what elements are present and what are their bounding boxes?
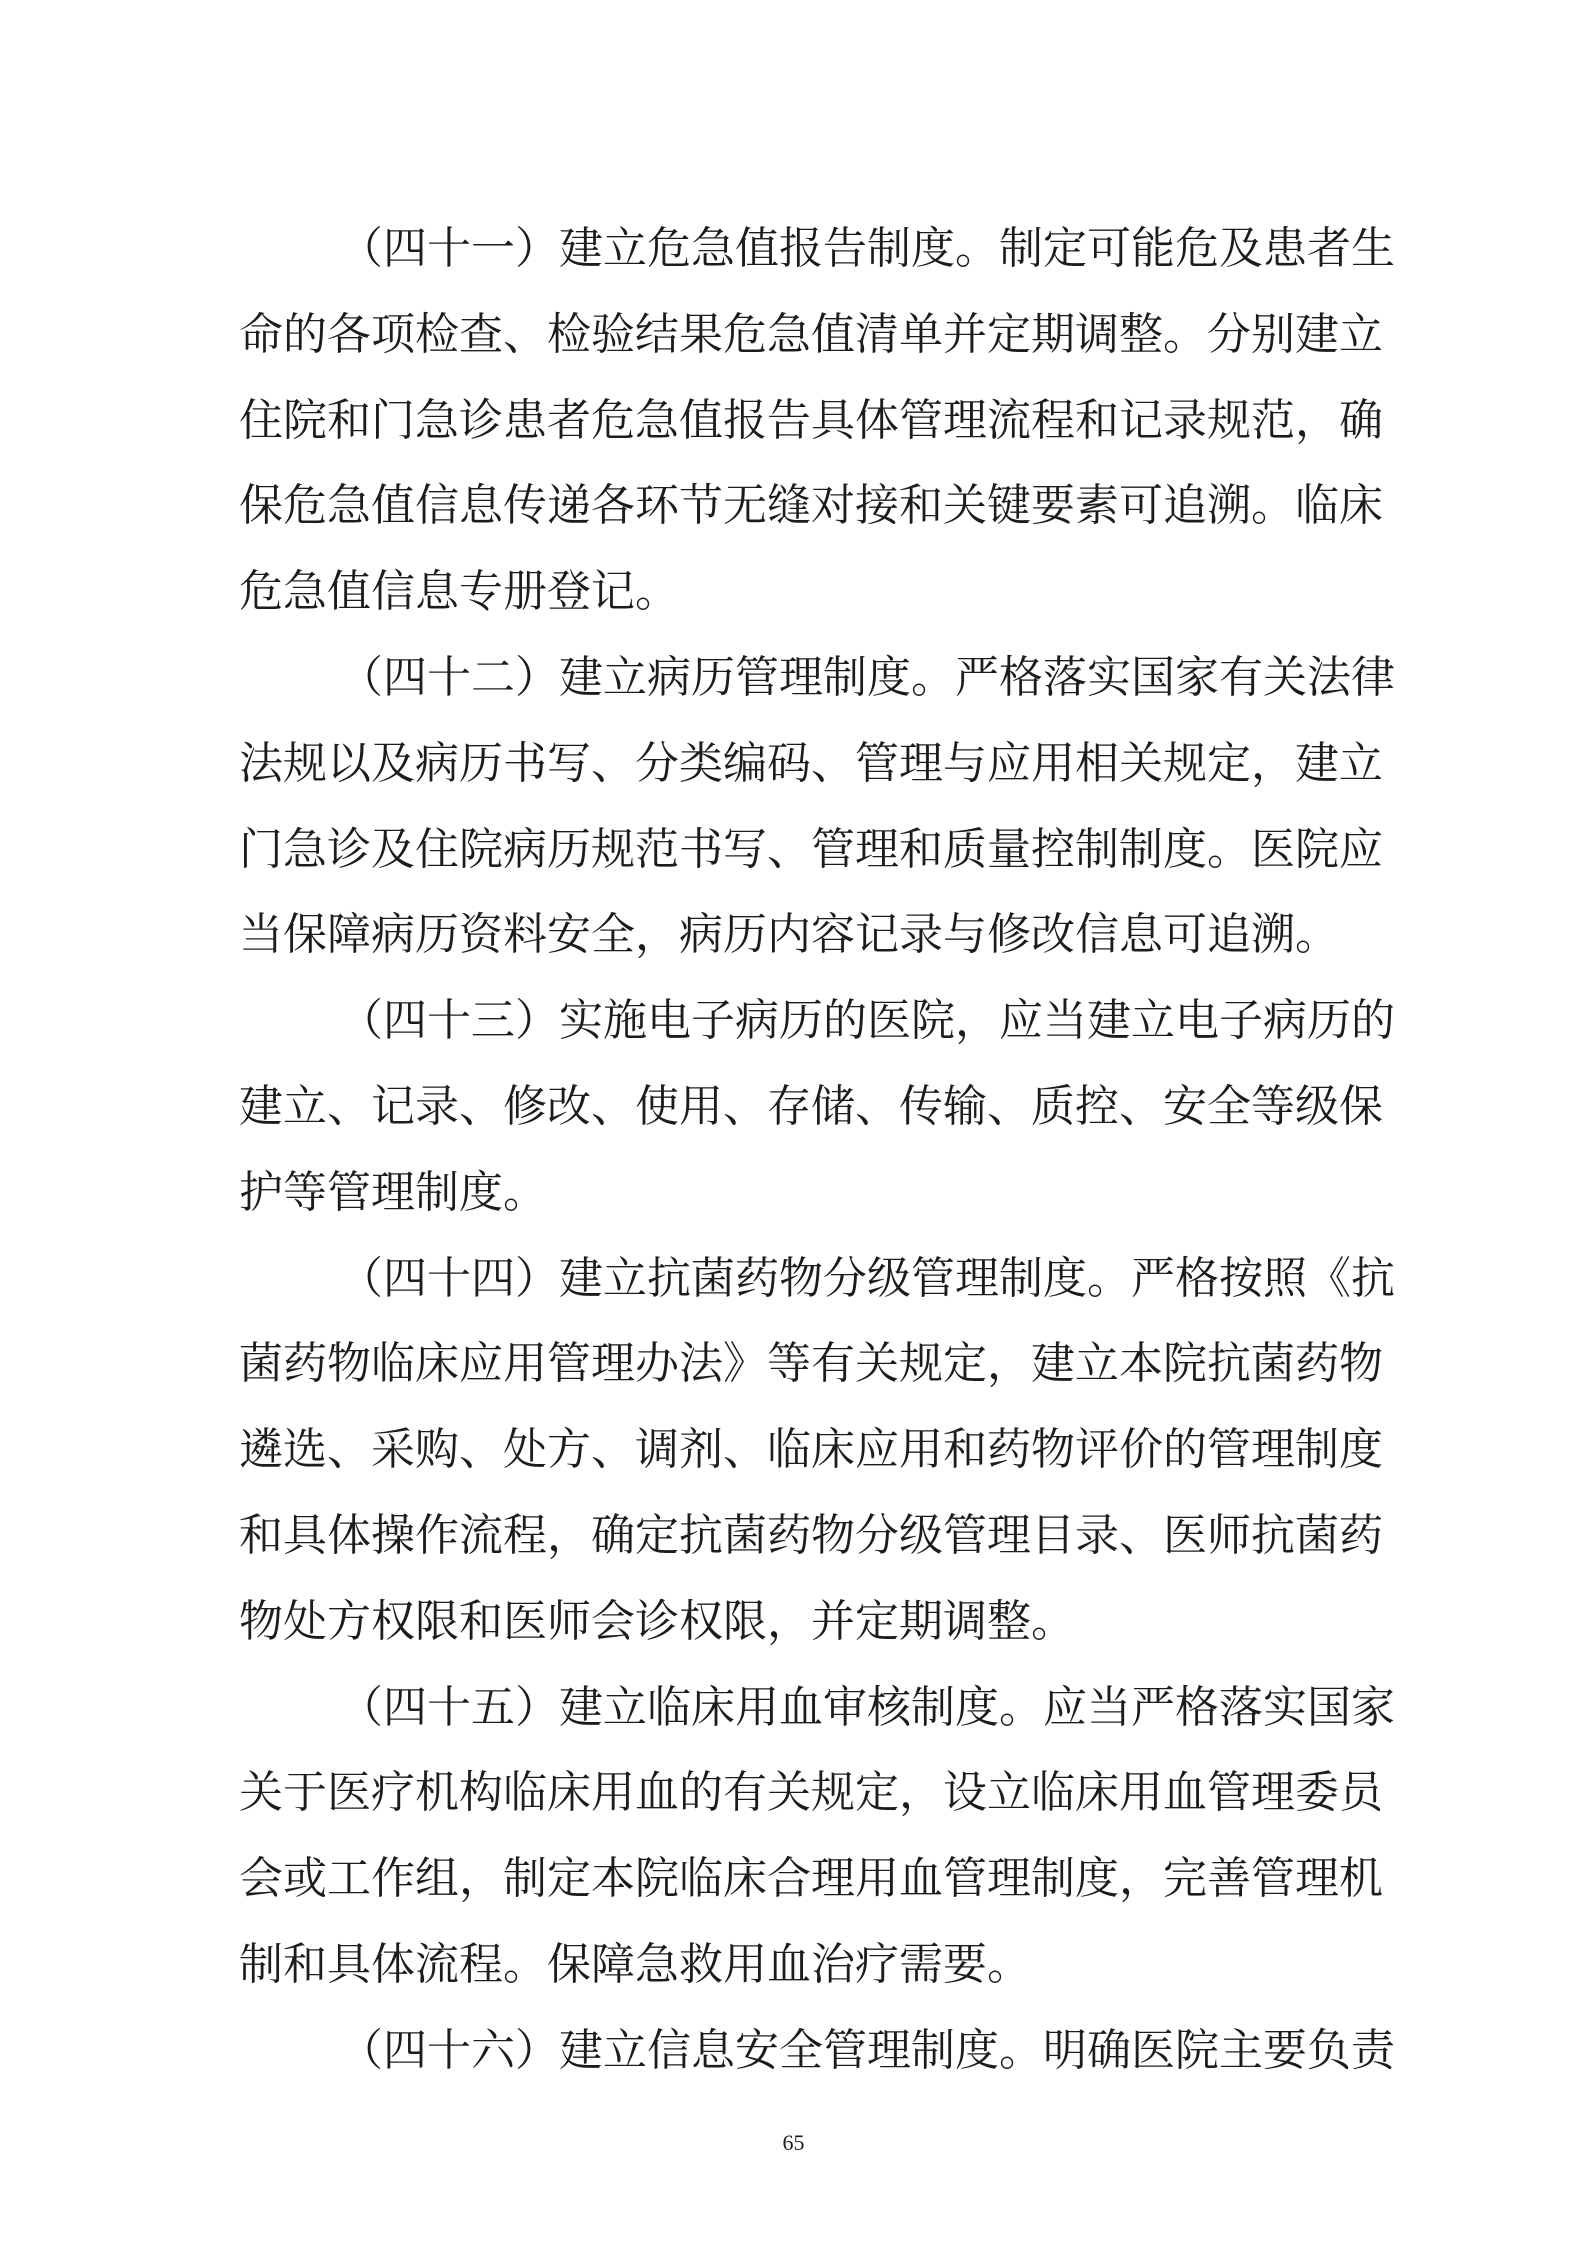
text-line: 当保障病历资料安全，病历内容记录与修改信息可追溯。 [239,909,1339,961]
paragraph-43 [239,978,1395,1235]
text-line: （四十五）建立临床用血审核制度。应当严格落实国家 [339,1681,1395,1733]
text-line: （四十六）建立信息安全管理制度。明确医院主要负责 [339,2024,1395,2076]
text-line: （四十二）建立病历管理制度。严格落实国家有关法律 [339,651,1395,703]
text-line: （四十一）建立危急值报告制度。制定可能危及患者生 [339,223,1395,274]
text-line: 关于医疗机构临床用血的有关规定，设立临床用血管理委员 [239,1767,1383,1819]
text-line: 住院和门急诊患者危急值报告具体管理流程和记录规范，确 [239,394,1383,446]
text-line: 会或工作组，制定本院临床合理用血管理制度，完善管理机 [239,1853,1383,1905]
text-line: 护等管理制度。 [239,1166,547,1218]
text-line: 危急值信息专册登记。 [239,566,679,618]
text-line: 物处方权限和医师会诊权限，并定期调整。 [239,1595,1075,1647]
text-line: 菌药物临床应用管理办法》等有关规定，建立本院抗菌药物 [239,1338,1383,1390]
paragraph-44 [239,1236,1395,1665]
text-line: 门急诊及住院病历规范书写、管理和质量控制制度。医院应 [239,823,1383,875]
paragraph-46 [239,2008,1395,2094]
text-line: 遴选、采购、处方、调剂、临床应用和药物评价的管理制度 [239,1424,1383,1476]
paragraph-42 [239,635,1395,978]
page-number: 65 [782,2130,805,2155]
body-text [239,206,1395,2094]
text-line: 法规以及病历书写、分类编码、管理与应用相关规定，建立 [239,737,1383,789]
text-line: 保危急值信息传递各环节无缝对接和关键要素可追溯。临床 [239,480,1383,532]
text-line: 制和具体流程。保障急救用血治疗需要。 [239,1938,1031,1990]
paragraph-45 [239,1665,1395,2008]
text-line: 建立、记录、修改、使用、存储、传输、质控、安全等级保 [239,1080,1383,1132]
text-line: （四十三）实施电子病历的医院，应当建立电子病历的 [339,995,1395,1047]
paragraph-41 [239,206,1395,635]
text-line: （四十四）建立抗菌药物分级管理制度。严格按照《抗 [339,1252,1395,1304]
text-line: 命的各项检查、检验结果危急值清单并定期调整。分别建立 [239,308,1383,360]
text-line: 和具体操作流程，确定抗菌药物分级管理目录、医师抗菌药 [239,1509,1383,1561]
